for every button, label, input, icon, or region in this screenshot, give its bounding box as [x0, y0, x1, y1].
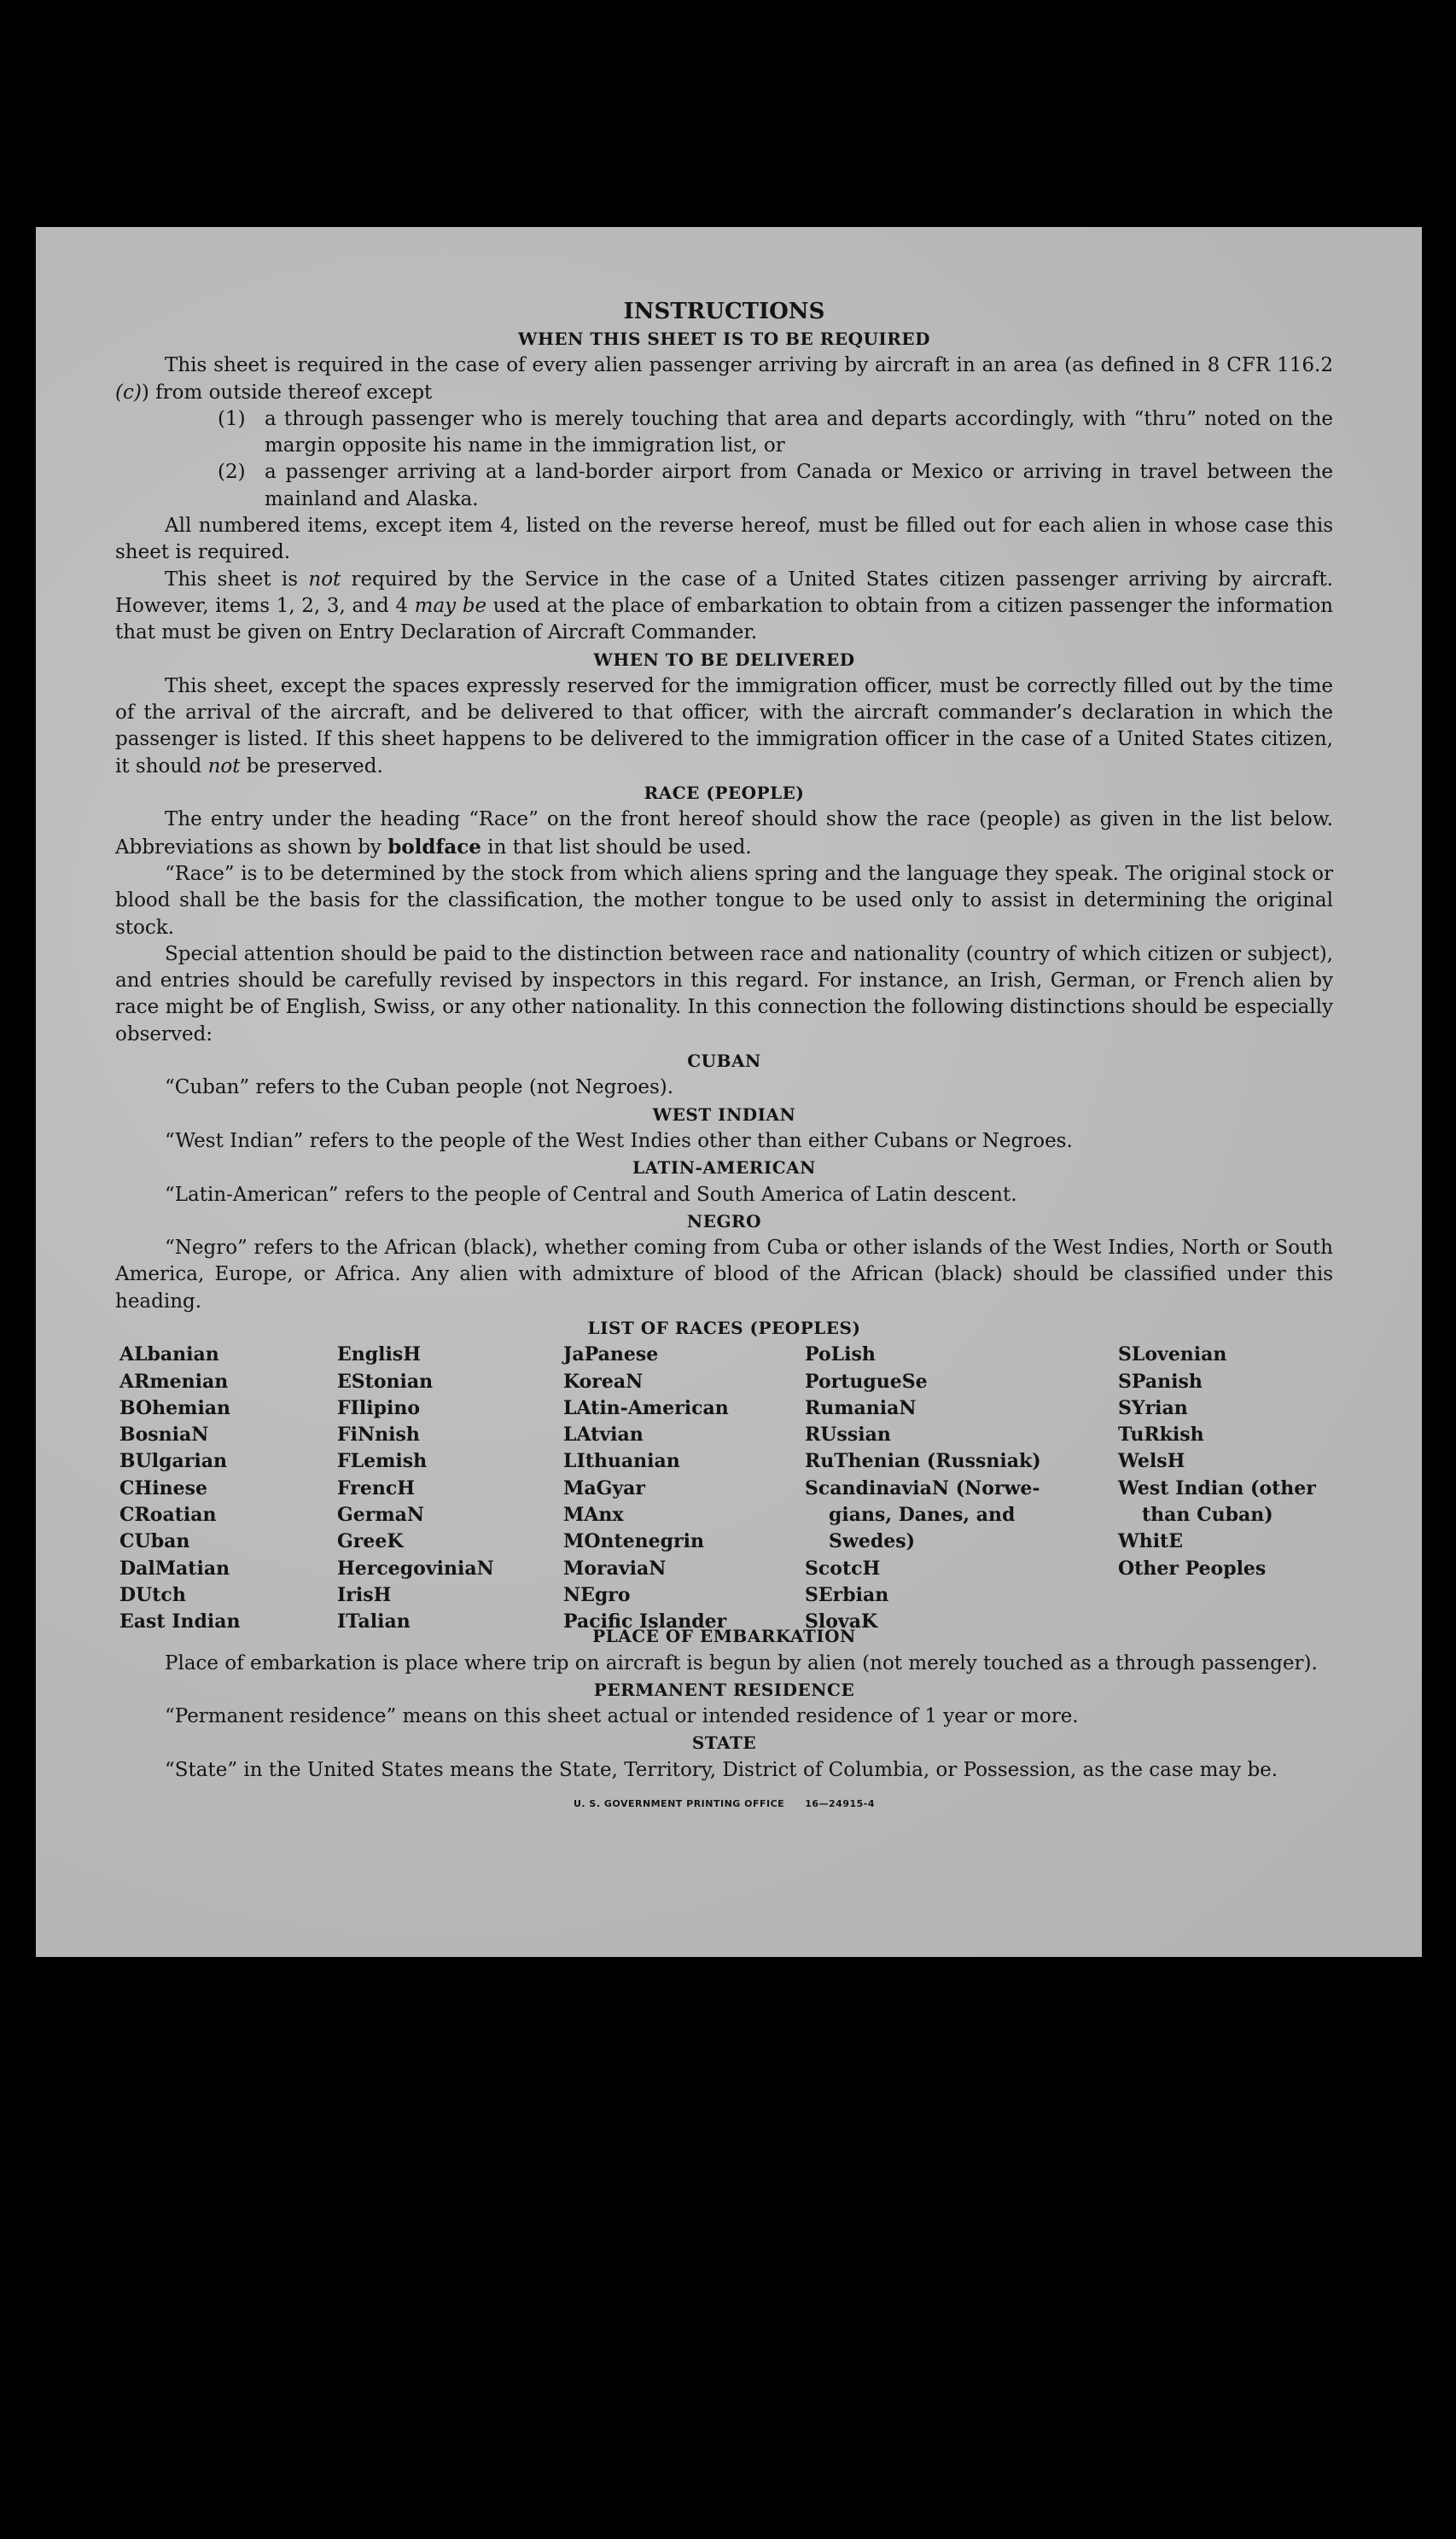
text: This sheet, except the spaces expressly reserved for the immigration officer, must be correctly filled out by the time of the arrival of the aircraft, and be delivered to that officer, with the aircraft commander’s declaration in which the passenger is listed. If this sheet happens to be delivered to the immigration officer in the case of a United States citizen, it should — [115, 674, 1333, 777]
list-item — [218, 459, 1333, 513]
heading-when-required: WHEN THIS SHEET IS TO BE REQUIRED — [518, 329, 930, 349]
text: not — [308, 568, 341, 591]
race-column — [1118, 1342, 1316, 1582]
race-entry: DalMatian — [119, 1557, 230, 1580]
race-entry: West Indian (other — [1118, 1476, 1316, 1500]
race-entry: WhitE — [1118, 1530, 1183, 1553]
paragraph — [115, 673, 1333, 780]
race-entry: DUtch — [119, 1583, 186, 1606]
heading-when-delivered: WHEN TO BE DELIVERED — [593, 649, 855, 670]
race-list — [115, 1342, 1333, 1633]
race-entry: ALbanian — [119, 1343, 219, 1366]
race-column — [337, 1342, 494, 1635]
race-entry: BUlgarian — [119, 1450, 227, 1473]
race-entry: MoraviaN — [563, 1557, 667, 1580]
heading-latin-american: LATIN-AMERICAN — [632, 1157, 816, 1179]
race-entry: than Cuban) — [1142, 1504, 1273, 1527]
race-entry: gians, Danes, and — [829, 1504, 1016, 1527]
text: required by the Service in the case of a United States citizen passenger arriving by aircraft. However, items 1, 2, 3, and 4 — [115, 568, 1333, 617]
heading-race: RACE (PEOPLE) — [644, 783, 805, 804]
list-item — [218, 406, 1333, 460]
race-entry: SErbian — [805, 1583, 889, 1606]
text: used at the place of embarkation to obtain from a citizen passenger the information that must be given on Entry Declaration of Aircraft Commander. — [115, 594, 1333, 644]
race-entry: LAtvian — [563, 1424, 644, 1447]
paragraph: “State” in the United States means the State, Territory, District of Columbia, or Possession, as the case may be. — [165, 1758, 1278, 1781]
race-entry: SlovaK — [805, 1610, 878, 1633]
race-entry: HercegoviniaN — [337, 1557, 494, 1580]
race-entry: FiNnish — [337, 1424, 420, 1447]
race-entry: EnglisH — [337, 1343, 422, 1366]
race-entry: BOhemian — [119, 1396, 231, 1419]
race-entry: ITalian — [337, 1610, 411, 1633]
paragraph: “Race” is to be determined by the stock from which aliens spring and the language they speak. The original stock or blood shall be the basis for the classification, the mother tongue to be used only to assist in determining the original stock. — [115, 862, 1333, 939]
race-entry: ScotcH — [805, 1557, 881, 1580]
race-entry: LAtin-American — [563, 1396, 729, 1419]
race-entry: NEgro — [563, 1583, 631, 1606]
race-entry: LIthuanian — [563, 1450, 680, 1473]
race-entry: RUssian — [805, 1424, 891, 1447]
document-page — [36, 227, 1422, 1957]
race-entry: CHinese — [119, 1476, 208, 1500]
race-entry: FLemish — [337, 1450, 428, 1473]
race-column — [119, 1342, 241, 1635]
paragraph — [115, 567, 1333, 647]
race-entry: KoreaN — [563, 1370, 644, 1393]
paragraph: “West Indian” refers to the people of the West Indies other than either Cubans or Negroes. — [165, 1129, 1073, 1152]
text: This sheet is required in the case of every alien passenger arriving by aircraft in an area (as defined in 8 CFR 116.2 — [165, 354, 1333, 377]
race-entry: RuThenian (Russniak) — [805, 1450, 1041, 1473]
paragraph: Special attention should be paid to the distinction between race and nationality (country of which citizen or subject), and entries should be carefully revised by inspectors in this regard. For instance, an Irish, German, or French alien by race might be of English, Swiss, or any other nationality. In this connection the following distinctions should be especially observed: — [115, 942, 1333, 1045]
race-entry: CUban — [119, 1530, 190, 1553]
item-text: a passenger arriving at a land-border airport from Canada or Mexico or arriving in travel between the mainland and Alaska. — [265, 461, 1333, 510]
text: boldface — [387, 835, 481, 859]
race-entry: MOntenegrin — [563, 1530, 704, 1553]
text: in that list should be used. — [480, 836, 752, 859]
page-title: INSTRUCTIONS — [623, 299, 825, 324]
race-entry: MaGyar — [563, 1476, 646, 1500]
heading-cuban: CUBAN — [687, 1051, 761, 1072]
race-column — [563, 1342, 729, 1635]
race-entry: SLovenian — [1118, 1343, 1227, 1366]
paragraph: Place of embarkation is place where trip on aircraft is begun by alien (not merely touched as a through passenger). — [165, 1651, 1318, 1674]
race-entry: GermaN — [337, 1504, 425, 1527]
heading-negro: NEGRO — [686, 1210, 762, 1232]
text: (c) — [115, 381, 142, 404]
race-entry: JaPanese — [563, 1343, 659, 1366]
race-entry: CRoatian — [119, 1504, 217, 1527]
race-entry: FIlipino — [337, 1396, 421, 1419]
text: The entry under the heading “Race” on the front hereof should show the race (people) as given in the list below. Abbreviations as shown by — [115, 808, 1333, 859]
text: not — [207, 754, 241, 777]
race-column — [805, 1342, 1041, 1635]
text: ) from outside thereof except — [141, 381, 433, 404]
race-entry: Pacific Islander — [563, 1610, 727, 1633]
paragraph: “Latin-American” refers to the people of Central and South America of Latin descent. — [165, 1183, 1017, 1206]
race-entry: IrisH — [337, 1583, 392, 1606]
form-number: 16—24915-4 — [805, 1798, 875, 1810]
item-text: a through passenger who is merely touching that area and departs accordingly, with “thru” noted on the margin opposite his name in the immigration list, or — [265, 407, 1333, 457]
heading-residence: PERMANENT RESIDENCE — [593, 1679, 855, 1700]
heading-west-indian: WEST INDIAN — [652, 1104, 796, 1125]
race-entry: TuRkish — [1118, 1424, 1204, 1447]
race-entry: Swedes) — [829, 1530, 915, 1553]
paragraph — [115, 352, 1333, 406]
race-entry: East Indian — [119, 1610, 241, 1633]
race-entry: BosniaN — [119, 1424, 209, 1447]
race-entry: FrencH — [337, 1476, 415, 1500]
race-entry: WelsH — [1118, 1450, 1185, 1473]
printer-imprint — [115, 1791, 1333, 1817]
heading-embarkation: PLACE OF EMBARKATION — [592, 1626, 856, 1647]
race-entry: SYrian — [1118, 1396, 1188, 1419]
race-entry: RumaniaN — [805, 1396, 917, 1419]
text: This sheet is — [165, 568, 309, 591]
paragraph: “Permanent residence” means on this sheet actual or intended residence of 1 year or more. — [165, 1705, 1079, 1728]
item-number: (1) — [218, 407, 246, 430]
instructions-text — [115, 297, 1333, 1817]
race-entry: GreeK — [337, 1530, 404, 1553]
race-entry: ARmenian — [119, 1370, 229, 1393]
heading-list-of-races: LIST OF RACES (PEOPLES) — [587, 1317, 861, 1338]
race-entry: PortugueSe — [805, 1370, 928, 1393]
race-entry: MAnx — [563, 1504, 624, 1527]
race-entry: SPanish — [1118, 1370, 1203, 1393]
text: may be — [414, 594, 487, 617]
race-entry: ScandinaviaN (Norwe- — [805, 1476, 1040, 1500]
heading-state: STATE — [691, 1732, 757, 1754]
text: be preserved. — [240, 754, 383, 777]
printer-name: U. S. GOVERNMENT PRINTING OFFICE — [573, 1798, 785, 1810]
race-entry: Other Peoples — [1118, 1557, 1267, 1580]
race-entry: EStonian — [337, 1370, 434, 1393]
paragraph: “Cuban” refers to the Cuban people (not Negroes). — [165, 1076, 674, 1099]
item-number: (2) — [218, 461, 246, 484]
paragraph — [115, 807, 1333, 861]
paragraph: All numbered items, except item 4, listed on the reverse hereof, must be filled out for each alien in whose case this sheet is required. — [115, 515, 1333, 564]
paragraph: “Negro” refers to the African (black), whether coming from Cuba or other islands of the West Indies, North or South America, Europe, or Africa. Any alien with admixture of blood of the African (black) should be classified under this heading. — [115, 1237, 1333, 1313]
race-entry: PoLish — [805, 1343, 876, 1366]
